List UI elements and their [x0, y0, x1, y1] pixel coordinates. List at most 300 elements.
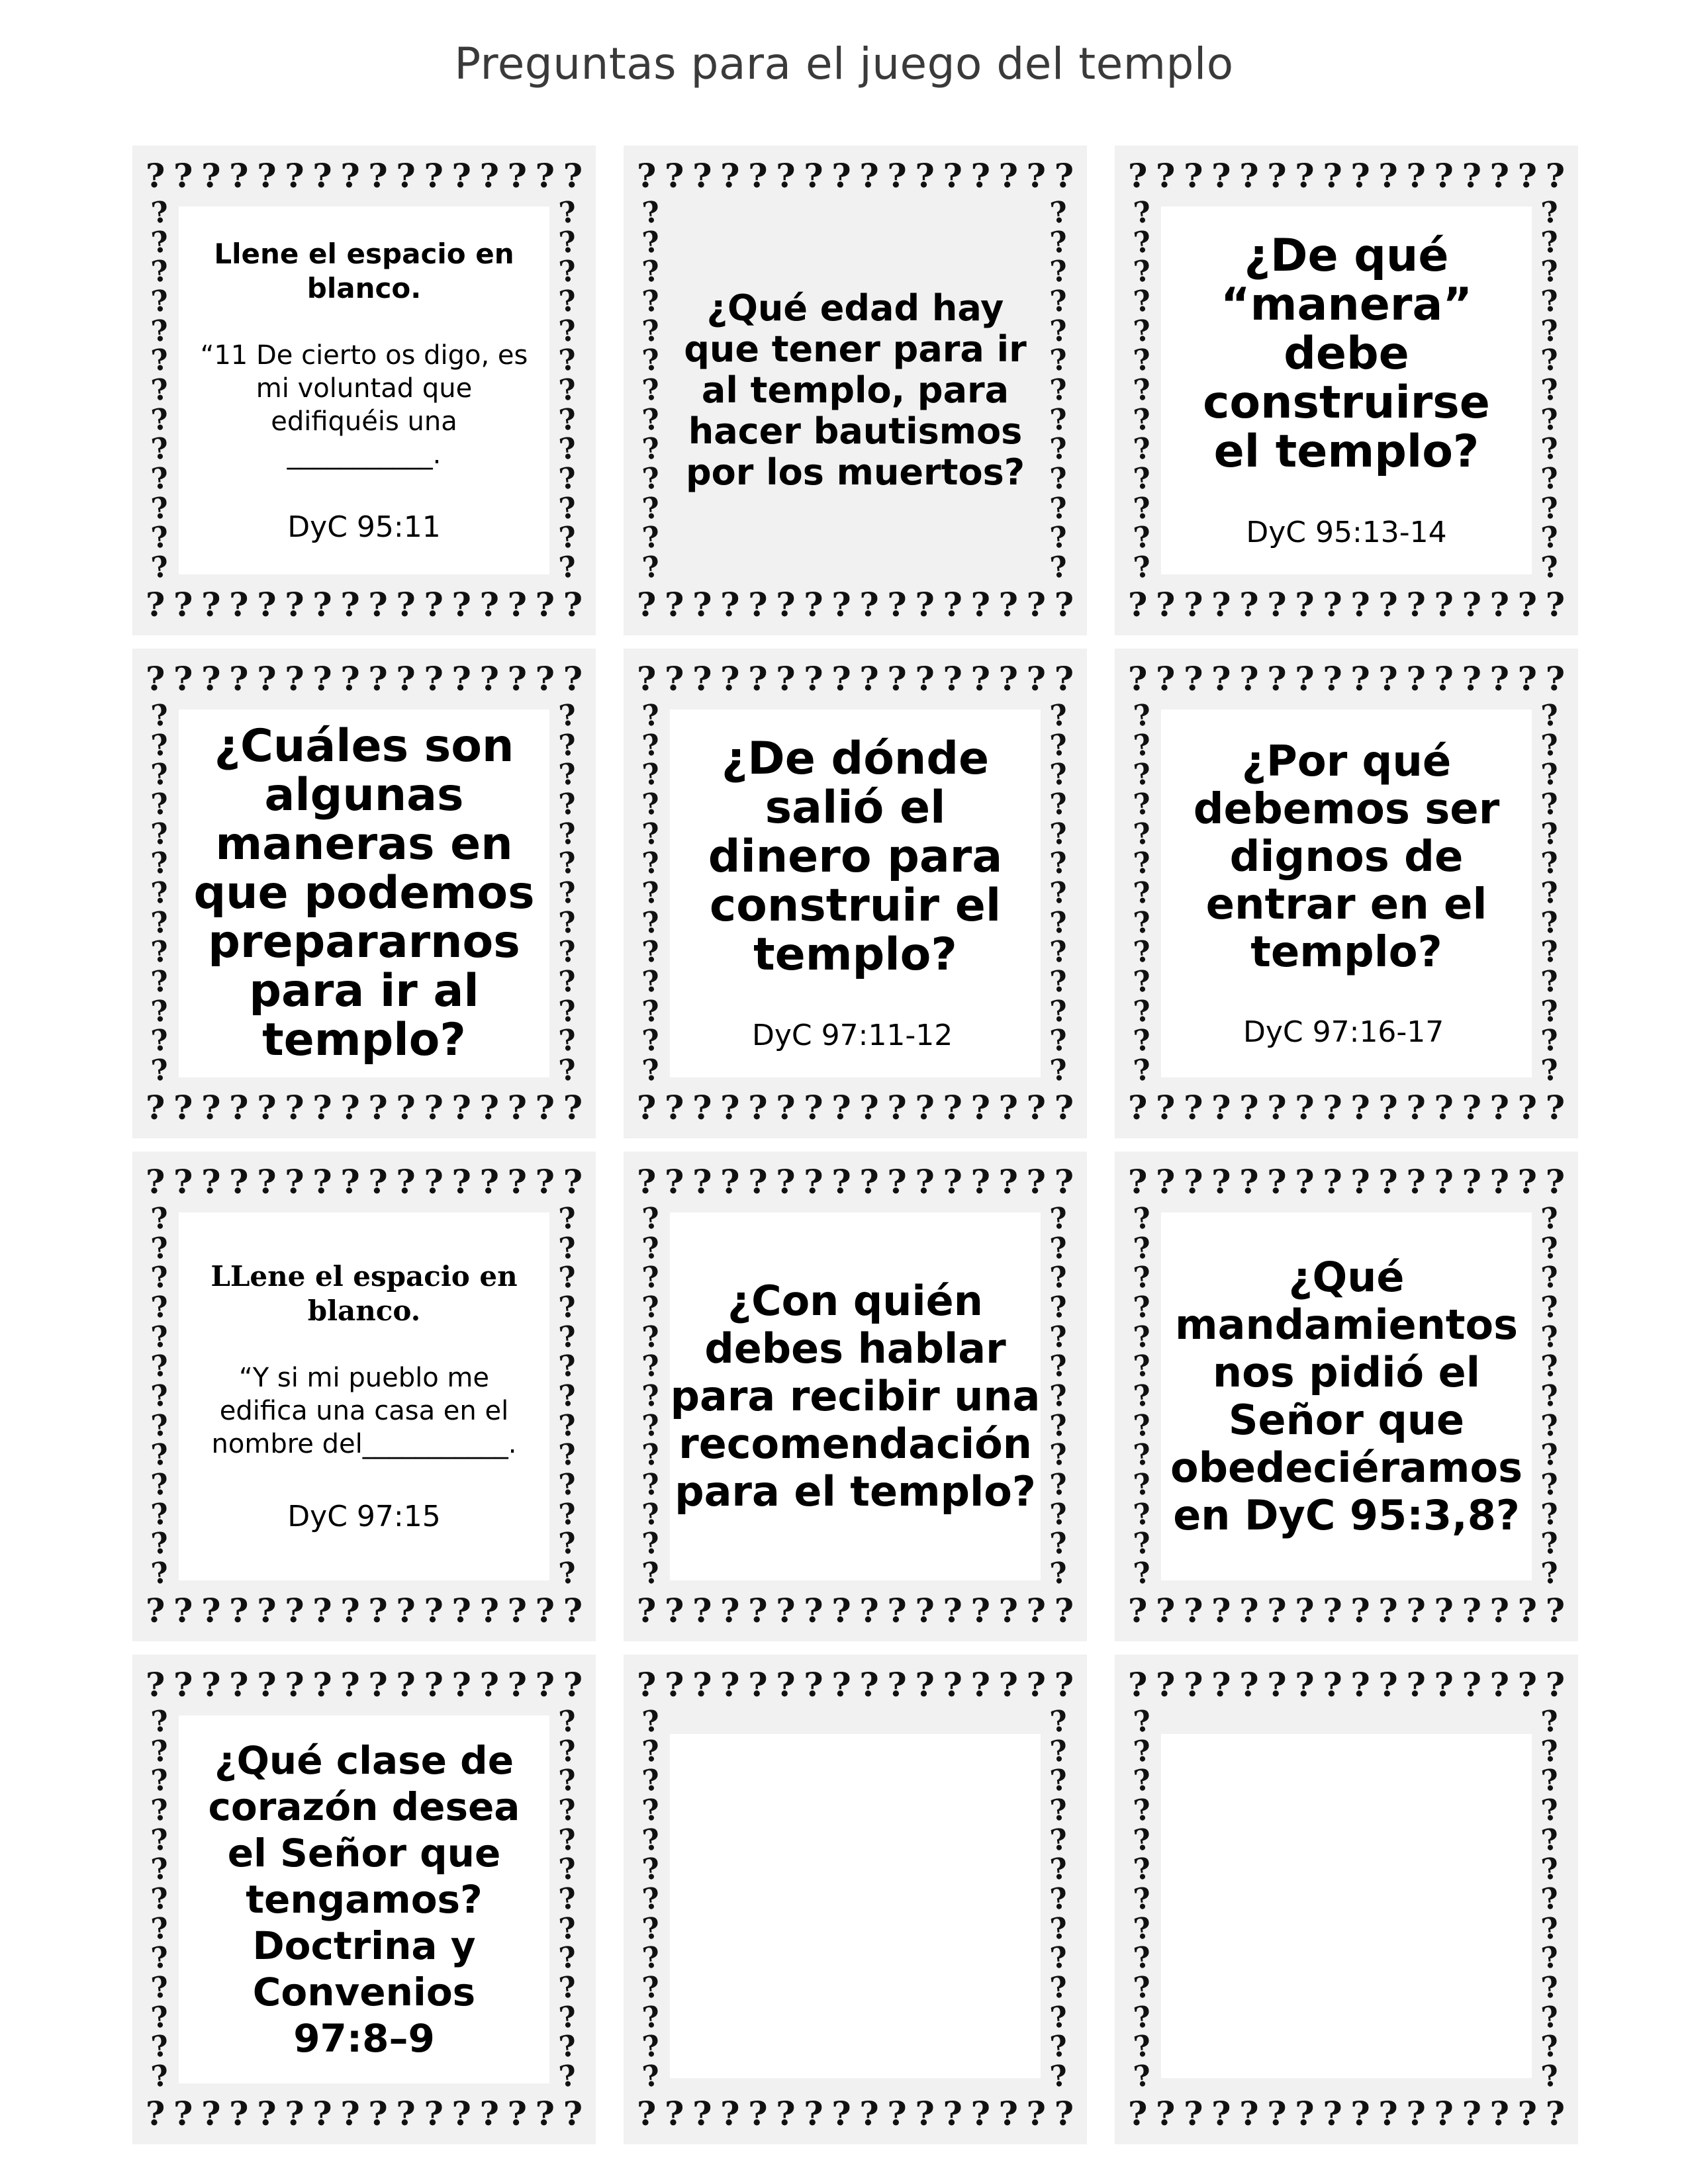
question-mark-icon: ?	[640, 490, 663, 527]
question-mark-icon: ?	[173, 1088, 193, 1127]
question-mark-icon: ?	[1539, 431, 1562, 467]
question-mark-icon: ?	[563, 156, 583, 195]
question-mark-icon: ?	[748, 156, 768, 195]
question-mark-border-bottom	[637, 585, 1074, 625]
question-mark-icon: ?	[557, 431, 579, 467]
question-mark-icon: ?	[563, 2094, 583, 2133]
question-mark-icon: ?	[970, 1088, 990, 1127]
question-mark-icon: ?	[1462, 659, 1481, 698]
question-mark-icon: ?	[1131, 1940, 1154, 1976]
question-mark-border-right	[1046, 698, 1072, 1089]
question-mark-icon: ?	[201, 659, 221, 698]
question-mark-icon: ?	[312, 1088, 332, 1127]
question-mark-icon: ?	[1048, 1881, 1070, 1917]
question-mark-icon: ?	[1184, 1591, 1203, 1630]
question-mark-icon: ?	[201, 585, 221, 624]
question-mark-icon: ?	[1131, 1822, 1154, 1858]
question-mark-icon: ?	[970, 1665, 990, 1704]
question-mark-icon: ?	[557, 2028, 579, 2065]
question-mark-icon: ?	[1048, 786, 1070, 823]
question-mark-icon: ?	[149, 1970, 171, 2006]
question-mark-icon: ?	[424, 585, 444, 624]
question-mark-icon: ?	[1539, 698, 1562, 734]
question-mark-icon: ?	[1131, 1259, 1154, 1296]
question-mark-icon: ?	[557, 253, 579, 290]
question-mark-icon: ?	[1048, 934, 1070, 970]
card-content	[179, 1715, 549, 2083]
question-mark-icon: ?	[285, 1162, 305, 1201]
question-mark-icon: ?	[149, 283, 171, 320]
question-mark-icon: ?	[1131, 1348, 1154, 1385]
question-mark-icon: ?	[640, 283, 663, 320]
question-mark-icon: ?	[640, 1970, 663, 2006]
question-mark-icon: ?	[557, 342, 579, 379]
question-mark-icon: ?	[1131, 1201, 1154, 1237]
question-mark-icon: ?	[1156, 585, 1176, 624]
question-mark-icon: ?	[479, 2094, 499, 2133]
question-mark-icon: ?	[312, 2094, 332, 2133]
question-mark-icon: ?	[1131, 1970, 1154, 2006]
question-mark-icon: ?	[149, 1378, 171, 1414]
question-mark-icon: ?	[640, 875, 663, 911]
question-mark-icon: ?	[1350, 156, 1370, 195]
question-mark-icon: ?	[557, 520, 579, 556]
question-mark-icon: ?	[1131, 1023, 1154, 1059]
question-mark-icon: ?	[1128, 1088, 1148, 1127]
card-body	[201, 339, 528, 471]
question-mark-icon: ?	[1156, 1665, 1176, 1704]
question-mark-icon: ?	[1267, 1591, 1287, 1630]
question-mark-icon: ?	[1539, 195, 1562, 231]
question-mark-icon: ?	[149, 1792, 171, 1829]
question-mark-icon: ?	[557, 1792, 579, 1829]
question-mark-icon: ?	[776, 1665, 796, 1704]
question-mark-icon: ?	[146, 2094, 165, 2133]
question-mark-icon: ?	[1406, 659, 1426, 698]
question-mark-icon: ?	[1539, 756, 1562, 793]
card-content	[1161, 709, 1532, 1077]
question-mark-icon: ?	[479, 1665, 499, 1704]
question-mark-icon: ?	[1048, 1555, 1070, 1592]
question-mark-icon: ?	[1131, 490, 1154, 527]
question-mark-icon: ?	[640, 1052, 663, 1089]
question-mark-icon: ?	[859, 1088, 879, 1127]
question-mark-icon: ?	[1026, 585, 1046, 624]
question-mark-icon: ?	[1539, 313, 1562, 349]
question-mark-icon: ?	[1048, 1525, 1070, 1562]
question-mark-icon: ?	[1539, 816, 1562, 852]
question-mark-icon: ?	[1054, 1591, 1074, 1630]
question-mark-icon: ?	[1539, 1289, 1562, 1326]
question-mark-icon: ?	[149, 934, 171, 970]
question-mark-icon: ?	[1239, 156, 1259, 195]
question-mark-icon: ?	[1517, 1162, 1537, 1201]
question-mark-icon: ?	[1489, 1162, 1509, 1201]
question-mark-icon: ?	[640, 1201, 663, 1237]
question-mark-icon: ?	[1184, 2094, 1203, 2133]
question-mark-icon: ?	[1323, 1665, 1342, 1704]
question-mark-icon: ?	[720, 1088, 740, 1127]
question-mark-icon: ?	[1539, 1822, 1562, 1858]
question-mark-icon: ?	[557, 816, 579, 852]
question-mark-icon: ?	[640, 816, 663, 852]
question-mark-icon: ?	[535, 659, 555, 698]
question-mark-border-bottom	[1128, 2094, 1565, 2134]
question-mark-icon: ?	[637, 1162, 657, 1201]
question-mark-icon: ?	[692, 1665, 712, 1704]
question-mark-icon: ?	[149, 845, 171, 882]
question-mark-icon: ?	[665, 1162, 684, 1201]
question-mark-icon: ?	[1267, 659, 1287, 698]
question-mark-border-top	[1128, 1162, 1565, 1202]
question-mark-icon: ?	[1131, 1467, 1154, 1503]
question-mark-icon: ?	[1378, 1591, 1398, 1630]
question-mark-icon: ?	[146, 1591, 165, 1630]
question-mark-icon: ?	[257, 585, 277, 624]
question-mark-icon: ?	[637, 1088, 657, 1127]
question-mark-icon: ?	[776, 1162, 796, 1201]
question-mark-icon: ?	[1539, 1023, 1562, 1059]
question-mark-icon: ?	[804, 2094, 823, 2133]
question-mark-icon: ?	[368, 2094, 388, 2133]
question-mark-border-bottom	[146, 1088, 583, 1128]
question-mark-icon: ?	[1128, 156, 1148, 195]
question-mark-icon: ?	[859, 1591, 879, 1630]
question-mark-icon: ?	[1539, 224, 1562, 261]
question-mark-icon: ?	[1539, 1881, 1562, 1917]
question-mark-border-right	[1046, 1704, 1072, 2095]
question-mark-icon: ?	[285, 1088, 305, 1127]
question-mark-icon: ?	[149, 402, 171, 438]
question-mark-icon: ?	[1048, 1822, 1070, 1858]
question-mark-icon: ?	[692, 1088, 712, 1127]
question-mark-icon: ?	[640, 1792, 663, 1829]
question-mark-icon: ?	[1211, 1162, 1231, 1201]
question-mark-icon: ?	[1378, 1162, 1398, 1201]
question-mark-icon: ?	[229, 1088, 249, 1127]
question-mark-icon: ?	[1054, 1162, 1074, 1201]
question-mark-icon: ?	[557, 845, 579, 882]
question-mark-icon: ?	[535, 1088, 555, 1127]
question-mark-icon: ?	[1131, 313, 1154, 349]
question-mark-icon: ?	[1131, 2058, 1154, 2095]
card-question: ¿Con quién debes hablar para recibir una recomendación para el templo?	[670, 1277, 1041, 1516]
question-mark-icon: ?	[557, 964, 579, 1000]
question-mark-icon: ?	[1539, 2058, 1562, 2095]
question-mark-icon: ?	[424, 1162, 444, 1201]
question-mark-icon: ?	[915, 1665, 935, 1704]
question-mark-icon: ?	[507, 1665, 527, 1704]
question-mark-icon: ?	[1539, 402, 1562, 438]
question-mark-icon: ?	[1434, 1088, 1454, 1127]
question-mark-icon: ?	[149, 1319, 171, 1355]
question-mark-icon: ?	[451, 156, 471, 195]
question-mark-icon: ?	[557, 1467, 579, 1503]
question-mark-icon: ?	[748, 2094, 768, 2133]
question-mark-icon: ?	[915, 659, 935, 698]
question-mark-border-bottom	[637, 2094, 1074, 2134]
question-mark-icon: ?	[1184, 585, 1203, 624]
question-mark-icon: ?	[1539, 1408, 1562, 1444]
question-mark-icon: ?	[312, 1162, 332, 1201]
question-mark-icon: ?	[1539, 372, 1562, 408]
question-mark-icon: ?	[1539, 993, 1562, 1030]
question-mark-icon: ?	[146, 585, 165, 624]
question-mark-icon: ?	[146, 1088, 165, 1127]
question-mark-icon: ?	[557, 1970, 579, 2006]
question-mark-icon: ?	[149, 756, 171, 793]
card-question: ¿Qué edad hay que tener para ir al templo, para hacer bautismos por los muertos?	[684, 287, 1027, 493]
question-mark-icon: ?	[149, 1496, 171, 1533]
question-mark-border-left	[638, 698, 665, 1089]
card-heading: LLene el espacio en blanco.	[211, 1260, 518, 1327]
question-mark-icon: ?	[149, 1437, 171, 1473]
question-mark-icon: ?	[340, 1591, 360, 1630]
question-mark-icon: ?	[173, 659, 193, 698]
question-mark-icon: ?	[368, 1665, 388, 1704]
question-mark-icon: ?	[970, 2094, 990, 2133]
question-mark-icon: ?	[665, 659, 684, 698]
question-mark-icon: ?	[1539, 1704, 1562, 1740]
question-mark-border-bottom	[146, 585, 583, 625]
question-mark-icon: ?	[640, 1999, 663, 2036]
question-mark-icon: ?	[557, 1851, 579, 1888]
question-mark-icon: ?	[1131, 461, 1154, 497]
question-mark-icon: ?	[804, 1088, 823, 1127]
question-mark-icon: ?	[1539, 2028, 1562, 2065]
question-mark-icon: ?	[149, 461, 171, 497]
question-mark-icon: ?	[1048, 224, 1070, 261]
question-mark-icon: ?	[1489, 1665, 1509, 1704]
question-mark-icon: ?	[640, 1733, 663, 1770]
question-mark-icon: ?	[776, 1591, 796, 1630]
question-mark-icon: ?	[557, 402, 579, 438]
question-mark-icon: ?	[149, 549, 171, 586]
question-mark-icon: ?	[1489, 1088, 1509, 1127]
question-mark-icon: ?	[1048, 1319, 1070, 1355]
question-mark-icon: ?	[257, 2094, 277, 2133]
question-mark-icon: ?	[563, 1088, 583, 1127]
question-mark-icon: ?	[557, 786, 579, 823]
question-mark-icon: ?	[1131, 727, 1154, 764]
question-mark-icon: ?	[640, 1023, 663, 1059]
question-mark-icon: ?	[1211, 585, 1231, 624]
question-mark-icon: ?	[396, 156, 416, 195]
question-mark-icon: ?	[943, 1591, 962, 1630]
question-mark-icon: ?	[535, 1665, 555, 1704]
question-mark-border-top	[637, 156, 1074, 196]
question-mark-icon: ?	[1048, 342, 1070, 379]
question-card	[1115, 649, 1578, 1138]
question-mark-icon: ?	[1323, 659, 1342, 698]
question-mark-icon: ?	[1131, 224, 1154, 261]
question-mark-icon: ?	[340, 1162, 360, 1201]
question-mark-icon: ?	[640, 313, 663, 349]
question-mark-icon: ?	[1539, 1378, 1562, 1414]
question-mark-icon: ?	[285, 585, 305, 624]
question-mark-icon: ?	[1048, 1762, 1070, 1799]
question-mark-icon: ?	[149, 1999, 171, 2036]
question-mark-icon: ?	[340, 1088, 360, 1127]
question-mark-icon: ?	[1539, 1467, 1562, 1503]
question-mark-icon: ?	[998, 585, 1018, 624]
question-mark-icon: ?	[640, 1822, 663, 1858]
question-mark-icon: ?	[557, 1230, 579, 1267]
question-mark-icon: ?	[1434, 1591, 1454, 1630]
question-mark-border-top	[637, 1162, 1074, 1202]
question-mark-icon: ?	[1131, 875, 1154, 911]
question-mark-icon: ?	[149, 431, 171, 467]
question-mark-icon: ?	[887, 1162, 907, 1201]
question-mark-icon: ?	[915, 1088, 935, 1127]
question-mark-icon: ?	[1131, 934, 1154, 970]
question-mark-icon: ?	[640, 993, 663, 1030]
question-mark-icon: ?	[748, 1665, 768, 1704]
question-mark-icon: ?	[1128, 1665, 1148, 1704]
question-mark-icon: ?	[1539, 1940, 1562, 1976]
question-mark-icon: ?	[692, 659, 712, 698]
question-mark-icon: ?	[396, 659, 416, 698]
question-mark-icon: ?	[149, 1467, 171, 1503]
question-mark-icon: ?	[720, 1162, 740, 1201]
card-content-blank	[1161, 1734, 1532, 2078]
question-mark-icon: ?	[720, 156, 740, 195]
question-mark-icon: ?	[479, 1591, 499, 1630]
question-mark-icon: ?	[1128, 1591, 1148, 1630]
question-mark-icon: ?	[149, 1052, 171, 1089]
question-mark-icon: ?	[1489, 1591, 1509, 1630]
question-mark-icon: ?	[557, 1999, 579, 2036]
question-mark-icon: ?	[257, 1665, 277, 1704]
question-mark-icon: ?	[563, 1162, 583, 1201]
question-mark-icon: ?	[149, 1023, 171, 1059]
card-content	[670, 206, 1041, 574]
question-mark-icon: ?	[859, 1665, 879, 1704]
question-mark-icon: ?	[637, 1665, 657, 1704]
question-mark-icon: ?	[1406, 1665, 1426, 1704]
question-mark-icon: ?	[535, 1591, 555, 1630]
question-mark-icon: ?	[1131, 1792, 1154, 1829]
question-mark-icon: ?	[1239, 1162, 1259, 1201]
question-card	[132, 1655, 596, 2144]
question-mark-icon: ?	[149, 520, 171, 556]
question-mark-icon: ?	[1295, 1665, 1315, 1704]
question-mark-icon: ?	[312, 1591, 332, 1630]
question-mark-icon: ?	[1026, 2094, 1046, 2133]
question-mark-icon: ?	[640, 549, 663, 586]
card-content	[1161, 206, 1532, 574]
question-mark-icon: ?	[396, 2094, 416, 2133]
question-mark-icon: ?	[1048, 756, 1070, 793]
question-mark-icon: ?	[1539, 786, 1562, 823]
question-mark-icon: ?	[665, 585, 684, 624]
question-mark-icon: ?	[640, 1230, 663, 1267]
question-mark-icon: ?	[1239, 2094, 1259, 2133]
question-mark-icon: ?	[149, 1348, 171, 1385]
question-mark-icon: ?	[637, 585, 657, 624]
question-mark-icon: ?	[451, 1665, 471, 1704]
question-mark-icon: ?	[1131, 520, 1154, 556]
question-mark-icon: ?	[776, 2094, 796, 2133]
question-mark-border-top	[146, 1665, 583, 1705]
question-mark-icon: ?	[1489, 659, 1509, 698]
question-mark-icon: ?	[312, 659, 332, 698]
question-mark-icon: ?	[424, 1088, 444, 1127]
question-mark-icon: ?	[1184, 156, 1203, 195]
question-mark-icon: ?	[665, 2094, 684, 2133]
question-mark-icon: ?	[692, 1591, 712, 1630]
card-body-line: edifiquéis una	[271, 406, 457, 437]
question-mark-icon: ?	[1462, 156, 1481, 195]
question-mark-border-left	[1129, 1704, 1156, 2095]
question-mark-icon: ?	[640, 964, 663, 1000]
question-mark-icon: ?	[1406, 156, 1426, 195]
question-mark-icon: ?	[1048, 1970, 1070, 2006]
card-content	[179, 709, 549, 1077]
question-mark-icon: ?	[665, 1088, 684, 1127]
question-mark-icon: ?	[285, 1665, 305, 1704]
question-mark-icon: ?	[1545, 585, 1565, 624]
question-mark-icon: ?	[998, 659, 1018, 698]
question-mark-icon: ?	[998, 2094, 1018, 2133]
question-mark-icon: ?	[1434, 585, 1454, 624]
question-mark-icon: ?	[1267, 1088, 1287, 1127]
question-mark-icon: ?	[149, 2058, 171, 2095]
question-mark-border-top	[1128, 1665, 1565, 1705]
question-mark-icon: ?	[943, 156, 962, 195]
question-mark-icon: ?	[1462, 1591, 1481, 1630]
question-mark-border-top	[146, 1162, 583, 1202]
question-mark-icon: ?	[557, 727, 579, 764]
question-mark-icon: ?	[1131, 431, 1154, 467]
question-mark-icon: ?	[1434, 2094, 1454, 2133]
question-mark-icon: ?	[640, 461, 663, 497]
question-mark-icon: ?	[557, 1940, 579, 1976]
question-mark-icon: ?	[557, 2058, 579, 2095]
question-mark-icon: ?	[640, 1851, 663, 1888]
question-mark-icon: ?	[557, 1733, 579, 1770]
question-mark-icon: ?	[1131, 283, 1154, 320]
card-content	[1161, 1212, 1532, 1580]
question-mark-border-right	[1537, 1201, 1564, 1592]
question-mark-icon: ?	[557, 1525, 579, 1562]
question-mark-icon: ?	[915, 585, 935, 624]
question-mark-icon: ?	[424, 156, 444, 195]
question-mark-icon: ?	[149, 1289, 171, 1326]
question-mark-icon: ?	[831, 2094, 851, 2133]
question-card	[624, 146, 1087, 635]
question-mark-icon: ?	[887, 585, 907, 624]
question-mark-icon: ?	[1048, 1408, 1070, 1444]
question-mark-icon: ?	[1406, 585, 1426, 624]
question-mark-icon: ?	[1539, 1201, 1562, 1237]
question-mark-icon: ?	[1378, 2094, 1398, 2133]
question-mark-icon: ?	[943, 659, 962, 698]
question-mark-icon: ?	[1489, 2094, 1509, 2133]
question-mark-icon: ?	[1539, 253, 1562, 290]
question-mark-icon: ?	[1131, 845, 1154, 882]
question-mark-icon: ?	[535, 1162, 555, 1201]
question-mark-border-left	[147, 1704, 173, 2095]
question-card	[624, 1152, 1087, 1641]
question-mark-icon: ?	[640, 431, 663, 467]
question-mark-icon: ?	[368, 659, 388, 698]
question-mark-border-left	[638, 195, 665, 586]
card-question: ¿De qué “manera” debe construirse el templo?	[1203, 230, 1490, 478]
question-mark-icon: ?	[146, 156, 165, 195]
question-mark-icon: ?	[1048, 1230, 1070, 1267]
question-mark-icon: ?	[340, 2094, 360, 2133]
